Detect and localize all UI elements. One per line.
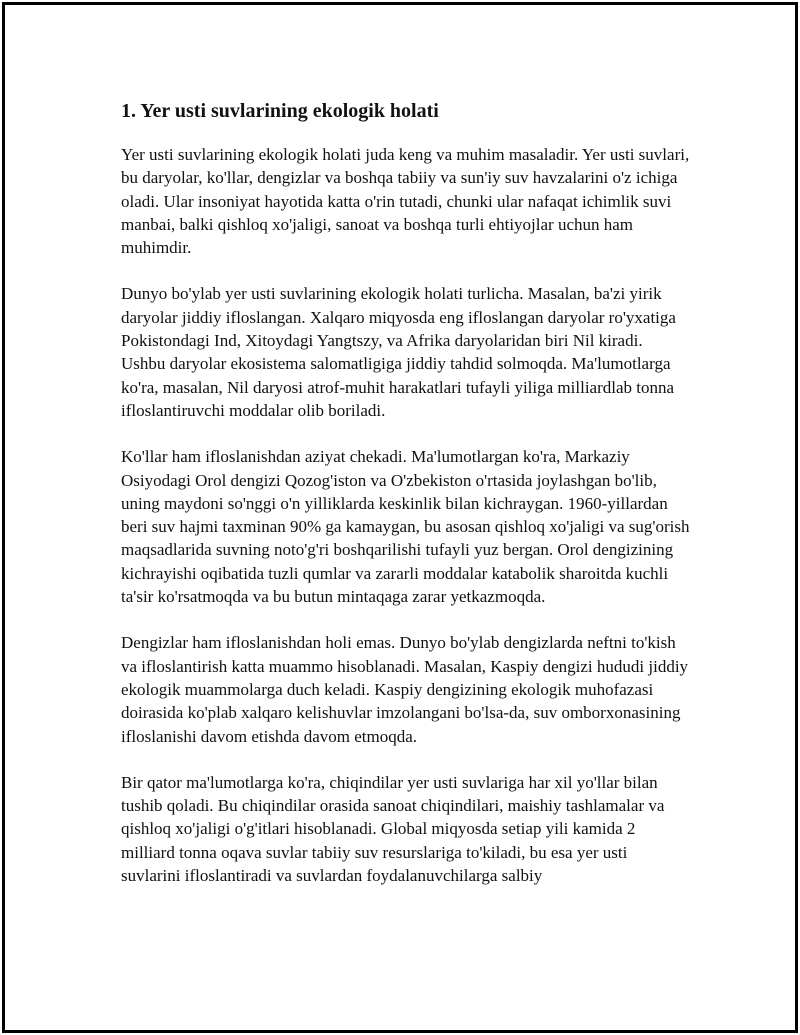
section-heading: 1. Yer usti suvlarining ekologik holati — [121, 100, 439, 122]
document-body — [121, 97, 691, 910]
paragraph-3: Ko'llar ham ifloslanishdan aziyat chekadi. Ma'lumotlargan ko'ra, Markaziy Osiyodagi Orol dengizi Qozog'iston va O'zbekiston o'rtasida joylashgan bo'lib, uning maydoni so'nggi o'n yilliklarda keskinlik bilan kichraygan. 1960-yillardan beri suv hajmi taxminan 90% ga kamaygan, bu asosan qishloq xo'jaligi va sug'orish maqsadlarida suvning noto'g'ri boshqarilishi tufayli yuz bergan. Orol dengizining kichrayishi oqibatida tuzli qumlar va zararli moddalar katabolik sharoitda kuchli ta'sir ko'rsatmoqda va bu butun mintaqaga zarar yetkazmoqda. — [121, 447, 690, 607]
paragraph-2: Dunyo bo'ylab yer usti suvlarining ekologik holati turlicha. Masalan, ba'zi yirik daryolar jiddiy ifloslangan. Xalqaro miqyosda eng ifloslangan daryolar ro'yxatiga Pokistondagi Ind, Xitoydagi Yangtszy, va Afrika daryolaridan biri Nil kiradi. Ushbu daryolar ekosistema salomatligiga jiddiy tahdid solmoqda. Ma'lumotlarga ko'ra, masalan, Nil daryosi atrof-muhit harakatlari tufayli yiliga milliardlab tonna ifloslantiruvchi moddalar olib boriladi. — [121, 284, 676, 420]
paragraph-5: Bir qator ma'lumotlarga ko'ra, chiqindilar yer usti suvlariga har xil yo'llar bilan tushib qoladi. Bu chiqindilar orasida sanoat chiqindilari, maishiy tashlamalar va qishloq xo'jaligi o'g'itlari hisoblanadi. Global miqyosda setiap yili kamida 2 milliard tonna oqava suvlar tabiiy suv resurslariga to'kiladi, bu esa yer usti suvlarini ifloslantiradi va suvlardan foydalanuvchilarga salbiy — [121, 772, 665, 886]
paragraph-4: Dengizlar ham ifloslanishdan holi emas. Dunyo bo'ylab dengizlarda neftni to'kish va ifloslantirish katta muammo hisoblanadi. Masalan, Kaspiy dengizi hududi jiddiy ekologik muammolarga duch keladi. Kaspiy dengizining ekologik muhofazasi doirasida ko'plab xalqaro kelishuvlar imzolangani bo'lsa-da, suv omborxonasining ifloslanishi davom etishda davom etmoqda. — [121, 633, 689, 746]
page-frame — [2, 2, 798, 1033]
paragraph-1: Yer usti suvlarining ekologik holati juda keng va muhim masaladir. Yer usti suvlari, bu daryolar, ko'llar, dengizlar va boshqa tabiiy va sun'iy suv havzalarini o'z ichiga oladi. Ular insoniyat hayotida katta o'rin tutadi, chunki ular nafaqat ichimlik suvi manbai, balki qishloq xo'jaligi, sanoat va boshqa turli ehtiyojlar uchun ham muhimdir. — [121, 145, 690, 258]
